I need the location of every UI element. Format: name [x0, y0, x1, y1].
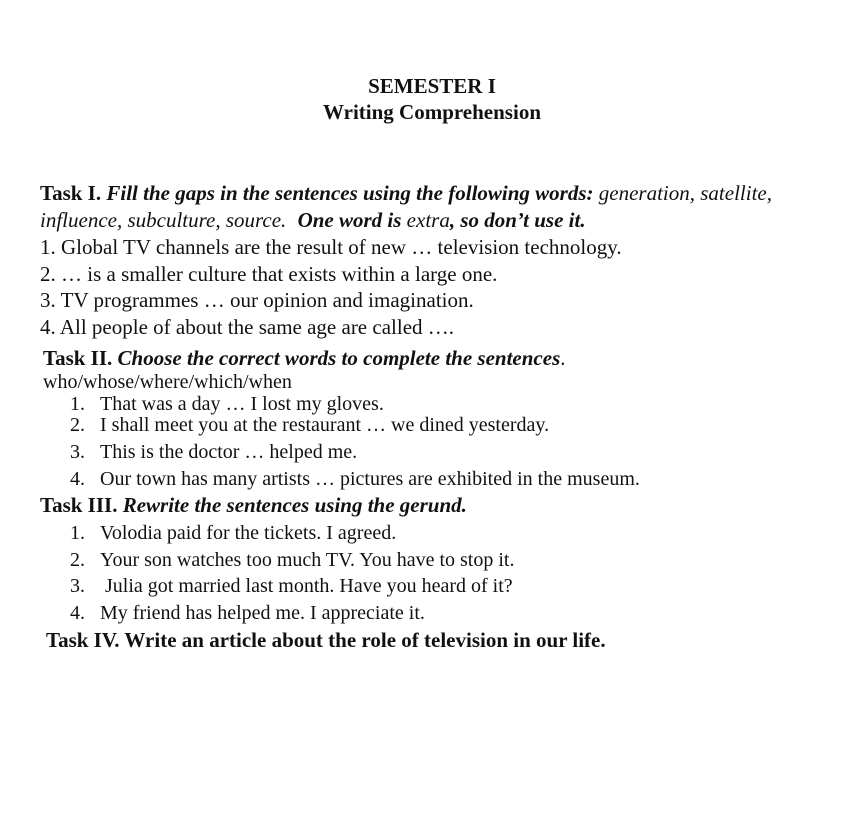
task3-item	[70, 523, 396, 543]
task3-item	[70, 576, 513, 596]
item-number: 1.	[70, 522, 85, 544]
task3-item	[70, 603, 425, 623]
task1-item: 2. … is a smaller culture that exists within a large one.	[40, 262, 498, 286]
task1-item: 3. TV programmes … our opinion and imagination.	[40, 288, 474, 312]
item-number: 3.	[70, 575, 85, 597]
task1-words-line2: influence, subculture, source.	[40, 208, 287, 232]
semester-heading: SEMESTER I	[368, 74, 496, 98]
item-text: Volodia paid for the tickets. I agreed.	[100, 522, 397, 544]
item-text: I shall meet you at the restaurant … we dined yesterday.	[100, 414, 550, 436]
task3-item	[70, 550, 514, 570]
item-number: 4.	[70, 468, 85, 490]
task3-instruction: Rewrite the sentences using the gerund.	[122, 493, 467, 517]
task1-heading-line	[40, 183, 772, 204]
task2-item	[70, 415, 549, 435]
item-number: 1.	[70, 393, 85, 415]
item-text: Your son watches too much TV. You have to stop it.	[100, 549, 515, 571]
page-title: Writing Comprehension	[323, 100, 541, 124]
item-text: Our town has many artists … pictures are exhibited in the museum.	[100, 468, 640, 490]
task1-instruction: Fill the gaps in the sentences using the following words:	[106, 181, 594, 205]
task1-note-part3: , so don’t use it.	[449, 208, 586, 232]
task2-heading-line	[43, 348, 566, 369]
task2-options: who/whose/where/which/when	[43, 371, 292, 393]
task2-label: Task II.	[43, 346, 113, 370]
item-text: That was a day … I lost my gloves.	[100, 393, 384, 415]
item-number: 2.	[70, 549, 85, 571]
item-text: Julia got married last month. Have you heard of it?	[100, 575, 513, 597]
item-number: 3.	[70, 441, 85, 463]
task2-item	[70, 469, 640, 489]
task4-heading: Task IV. Write an article about the role of television in our life.	[46, 628, 606, 652]
task1-words-line1: generation, satellite,	[598, 181, 773, 205]
task1-words-line	[40, 210, 586, 231]
task1-note-part1: One word is	[297, 208, 402, 232]
task3-heading-line	[40, 495, 467, 516]
item-number: 2.	[70, 414, 85, 436]
task1-item: 4. All people of about the same age are called ….	[40, 315, 455, 339]
item-number: 4.	[70, 602, 85, 624]
item-text: My friend has helped me. I appreciate it.	[100, 602, 425, 624]
task2-period: .	[560, 346, 566, 370]
task2-item	[70, 394, 384, 414]
task2-item	[70, 442, 357, 462]
task1-note-part2: extra	[406, 208, 450, 232]
task2-instruction: Choose the correct words to complete the sentences	[117, 346, 561, 370]
task1-label: Task I.	[40, 181, 102, 205]
item-text: This is the doctor … helped me.	[100, 441, 358, 463]
task1-item: 1. Global TV channels are the result of new … television technology.	[40, 235, 622, 259]
task3-label: Task III.	[40, 493, 118, 517]
